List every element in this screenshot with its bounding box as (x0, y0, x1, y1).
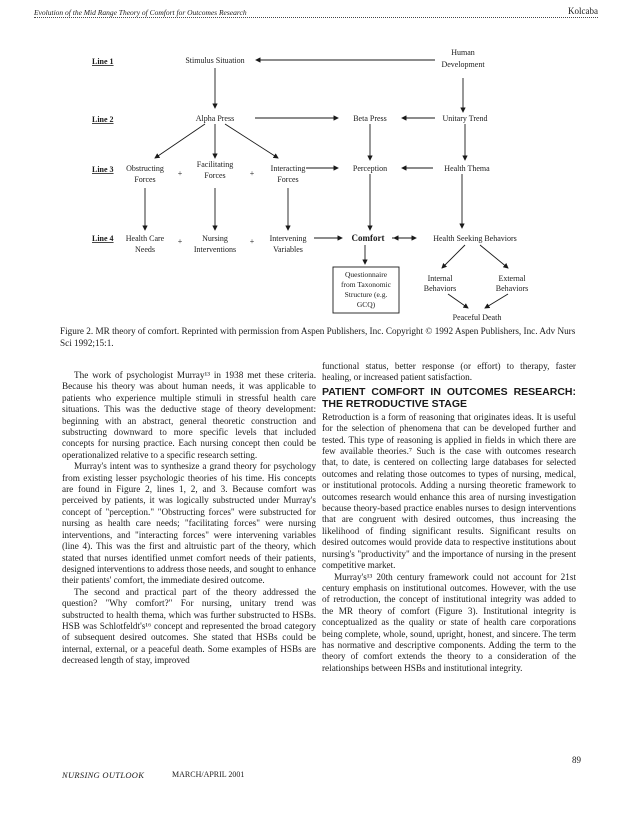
running-title: Evolution of the Mid Range Theory of Comfort for Outcomes Research (34, 8, 247, 17)
page-number: 89 (572, 755, 581, 765)
node-nursing-interventions-2: Interventions (193, 245, 237, 254)
node-health-care-needs-2: Needs (135, 245, 155, 254)
line-1-label: Line 1 (92, 57, 114, 66)
node-obstructing-forces-2: Forces (134, 175, 156, 184)
section-heading: PATIENT COMFORT IN OUTCOMES RESEARCH: THE RETRODUCTIVE STAGE (322, 385, 576, 410)
node-intervening-variables: Intervening (269, 234, 307, 243)
plus-sign: + (177, 237, 183, 246)
node-stimulus-situation: Stimulus Situation (185, 56, 245, 65)
node-questionnaire-2: from Taxonomic (341, 280, 391, 289)
body-paragraph: Murray's intent was to synthesize a grand theory for psychology from existing lesser psychologic theories of his time. His concepts are found in Figure 2, lines 1, 2, and 3. Because comfort was perceived by patients, it was logically substructed under Murray's concept of "perception." "Obstructing forces" were substructed for nursing as health care needs; "facilitating forces" were nursing interventions, and "interacting forces" were intervening variables (line 4). This was the first and altruistic part of the theory, which stated that nurses identified unmet comfort needs of their patients, designed interventions to address those needs, and sought to enhance their patients' comfort, the immediate desired outcome. (62, 461, 316, 586)
node-beta-press: Beta Press (353, 114, 387, 123)
node-health-thema: Health Thema (444, 164, 490, 173)
node-human-development-2: Development (441, 60, 485, 69)
node-questionnaire-4: GCQ) (356, 300, 376, 309)
node-facilitating-forces-2: Forces (204, 171, 226, 180)
node-external-behaviors-2: Behaviors (495, 284, 529, 293)
node-questionnaire-3: Structure (e.g. (344, 290, 388, 299)
journal-name: NURSING OUTLOOK (62, 770, 145, 780)
node-health-seeking-behaviors: Health Seeking Behaviors (433, 234, 517, 243)
plus-sign: + (249, 169, 255, 178)
node-interacting-forces-2: Forces (277, 175, 299, 184)
node-intervening-variables-2: Variables (273, 245, 303, 254)
left-column (62, 370, 316, 667)
node-internal-behaviors-2: Behaviors (423, 284, 457, 293)
node-human-development: Human (451, 48, 475, 57)
header-rule (34, 17, 598, 18)
node-perception: Perception (352, 164, 388, 173)
node-questionnaire: Questionnaire (344, 270, 388, 279)
line-4-label: Line 4 (92, 234, 114, 243)
issue-date: MARCH/APRIL 2001 (172, 770, 245, 779)
plus-sign: + (249, 237, 255, 246)
node-unitary-trend: Unitary Trend (442, 114, 488, 123)
author-name: Kolcaba (568, 6, 598, 16)
right-column (322, 361, 576, 674)
node-facilitating-forces: Facilitating (196, 160, 234, 169)
line-3-label: Line 3 (92, 165, 114, 174)
line-2-label: Line 2 (92, 115, 114, 124)
plus-sign: + (177, 169, 183, 178)
node-external-behaviors: External (498, 274, 526, 283)
body-paragraph: The second and practical part of the theory addressed the question? "Why comfort?" For nursing, unitary trend was substructed to health thema, which was further substructed to HSBs. HSB was Schlotfeldt's¹⁶ concept and represented the broad category of subsequent desired outcomes. She stated that HSBs could be internal, external, or a peaceful death. Some examples of HSBs are decreased length of stay, improved (62, 586, 316, 666)
node-nursing-interventions: Nursing (202, 234, 228, 243)
node-health-care-needs: Health Care (125, 234, 165, 243)
node-peaceful-death: Peaceful Death (452, 313, 502, 322)
node-interacting-forces: Interacting (270, 164, 306, 173)
body-paragraph: Murray's¹³ 20th century framework could not account for 21st century emphasis on institutional outcomes. However, with the use of retroduction, the concept of institutional integrity was added to the MR theory of comfort (Figure 3). Institutional integrity is conceptualized as the quality or state of health care corporations being complete, whole, sound, upright, honest, and sincere. The term has normative and descriptive components. Adding the term to the theory of comfort extends the theory to a consideration of the relationships between HSBs and institutional integrity. (322, 571, 576, 673)
mr-theory-diagram (30, 40, 620, 330)
node-internal-behaviors: Internal (427, 274, 453, 283)
body-paragraph: functional status, better response (or effort) to therapy, faster healing, or increased patient satisfaction. (322, 361, 576, 383)
node-comfort: Comfort (351, 233, 385, 243)
node-obstructing-forces: Obstructing (126, 164, 164, 173)
body-paragraph: The work of psychologist Murray¹³ in 1938 met these criteria. Because his theory was about human needs, it was applicable to patients who experience multiple stimuli in stressful health care situations. This was the deductive stage of theory development: beginning with an abstract, general theoretic construction and substructing downward to more specific levels that included concepts for nursing practice. Each nursing concept then could be operationalized relative to a specific research setting. (62, 370, 316, 460)
figure-caption: Figure 2. MR theory of comfort. Reprinted with permission from Aspen Publishers, Inc. Copyright © 1992 Aspen Publishers, Inc. Adv Nurs Sci 1992;15:1. (60, 326, 576, 348)
body-paragraph: Retroduction is a form of reasoning that originates ideas. It is useful for the selection of phenomena that can be developed further and tested. This type of reasoning is applied in fields in which there are few available theories.⁷ Such is the case with outcomes research that, to date, is centered on collecting large databases for selected outcomes and relating those outcomes to types of nursing, medical, or institutional protocols. Adding a nursing theoretic framework to outcomes research would enhance this area of nursing investigation because theory-based practice enables nurses to design interventions that are congruent with desired outcomes, thus increasing the likelihood of finding significant results. Significant results on desired outcomes would provide data to respective institutions about nursing's "productivity" and the importance of nursing in the present competitive market. (322, 411, 576, 571)
node-alpha-press: Alpha Press (195, 114, 235, 123)
